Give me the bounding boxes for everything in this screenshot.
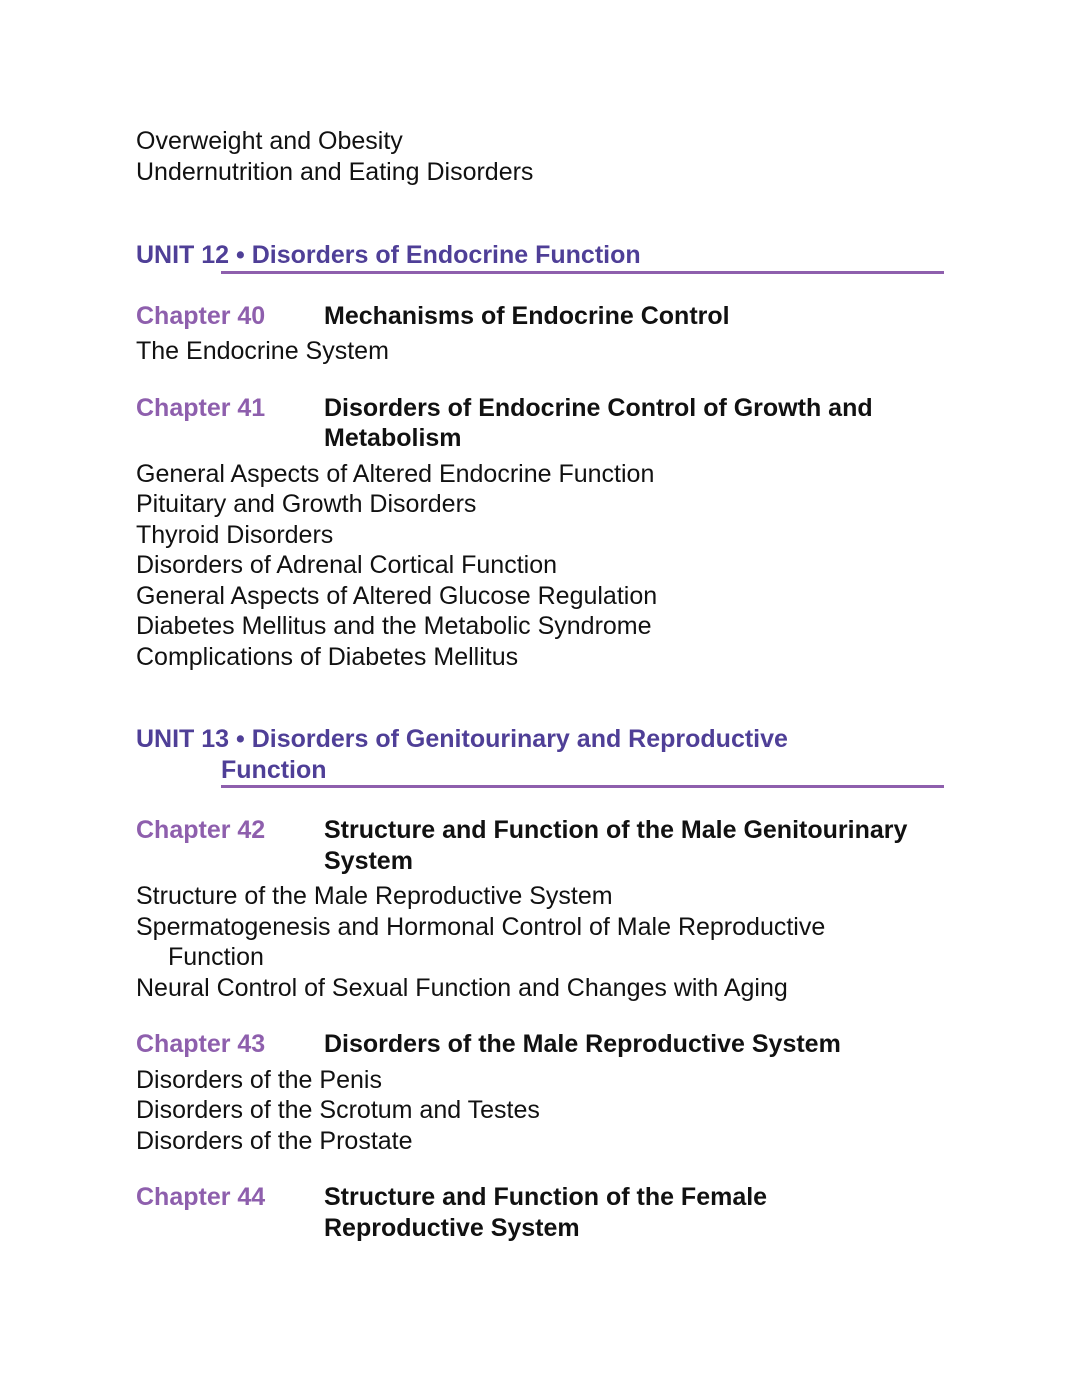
chapter-41-number: Chapter 41 bbox=[136, 393, 266, 422]
chapter-41-heading bbox=[136, 393, 944, 454]
toc-topic-continuation: Function bbox=[168, 943, 264, 971]
toc-topic: Overweight and Obesity bbox=[136, 127, 403, 155]
toc-topic: Disorders of the Prostate bbox=[136, 1126, 413, 1155]
chapter-42-heading bbox=[136, 815, 944, 876]
chapter-40-title bbox=[324, 301, 730, 332]
chapter-title-line: Disorders of Endocrine Control of Growth and bbox=[324, 393, 873, 422]
unit-12-heading bbox=[136, 240, 944, 271]
chapter-title-line: System bbox=[324, 846, 413, 875]
unit-13-label-cont: Function bbox=[221, 755, 327, 784]
chapter-40-number: Chapter 40 bbox=[136, 301, 266, 330]
toc-topic: Pituitary and Growth Disorders bbox=[136, 490, 477, 518]
toc-topic: Complications of Diabetes Mellitus bbox=[136, 642, 519, 671]
unit-13-heading bbox=[136, 724, 944, 785]
chapter-42-number: Chapter 42 bbox=[136, 816, 266, 844]
chapter-40-heading bbox=[136, 301, 944, 332]
chapter-title-line: Structure and Function of the Male Genitourinary bbox=[324, 816, 908, 844]
toc-topic: The Endocrine System bbox=[136, 337, 389, 365]
toc-topic: Neural Control of Sexual Function and Changes with Aging bbox=[136, 973, 788, 1002]
toc-topic: Thyroid Disorders bbox=[136, 520, 334, 549]
chapter-43-title bbox=[324, 1029, 841, 1060]
chapter-41-title bbox=[324, 393, 873, 454]
toc-topic: Undernutrition and Eating Disorders bbox=[136, 157, 534, 186]
chapter-title-line: Mechanisms of Endocrine Control bbox=[324, 301, 730, 330]
toc-topic: Spermatogenesis and Hormonal Control of Male Reproductive bbox=[136, 912, 826, 941]
chapter-44-number: Chapter 44 bbox=[136, 1183, 266, 1211]
chapter-43-heading bbox=[136, 1029, 944, 1060]
toc-topic: Disorders of the Penis bbox=[136, 1065, 382, 1094]
toc-topic: Disorders of Adrenal Cortical Function bbox=[136, 551, 558, 579]
toc-topic: General Aspects of Altered Glucose Regulation bbox=[136, 581, 658, 610]
toc-topic: Structure of the Male Reproductive System bbox=[136, 882, 613, 910]
toc-topic: Diabetes Mellitus and the Metabolic Syndrome bbox=[136, 612, 652, 640]
unit-13-label: UNIT 13 • Disorders of Genitourinary and Reproductive bbox=[136, 725, 788, 753]
toc-topic: Disorders of the Scrotum and Testes bbox=[136, 1096, 540, 1124]
chapter-title-line: Structure and Function of the Female bbox=[324, 1183, 768, 1211]
toc-page bbox=[136, 126, 944, 1243]
chapter-44-title bbox=[324, 1182, 767, 1243]
chapter-title-line: Metabolism bbox=[324, 424, 462, 452]
chapter-title-line: Disorders of the Male Reproductive System bbox=[324, 1030, 841, 1058]
chapter-43-number: Chapter 43 bbox=[136, 1030, 266, 1058]
toc-topic: General Aspects of Altered Endocrine Function bbox=[136, 459, 655, 488]
unit-12-label: UNIT 12 • Disorders of Endocrine Function bbox=[136, 241, 641, 269]
chapter-44-heading bbox=[136, 1182, 944, 1243]
chapter-42-title bbox=[324, 815, 907, 876]
chapter-title-line: Reproductive System bbox=[324, 1213, 580, 1242]
